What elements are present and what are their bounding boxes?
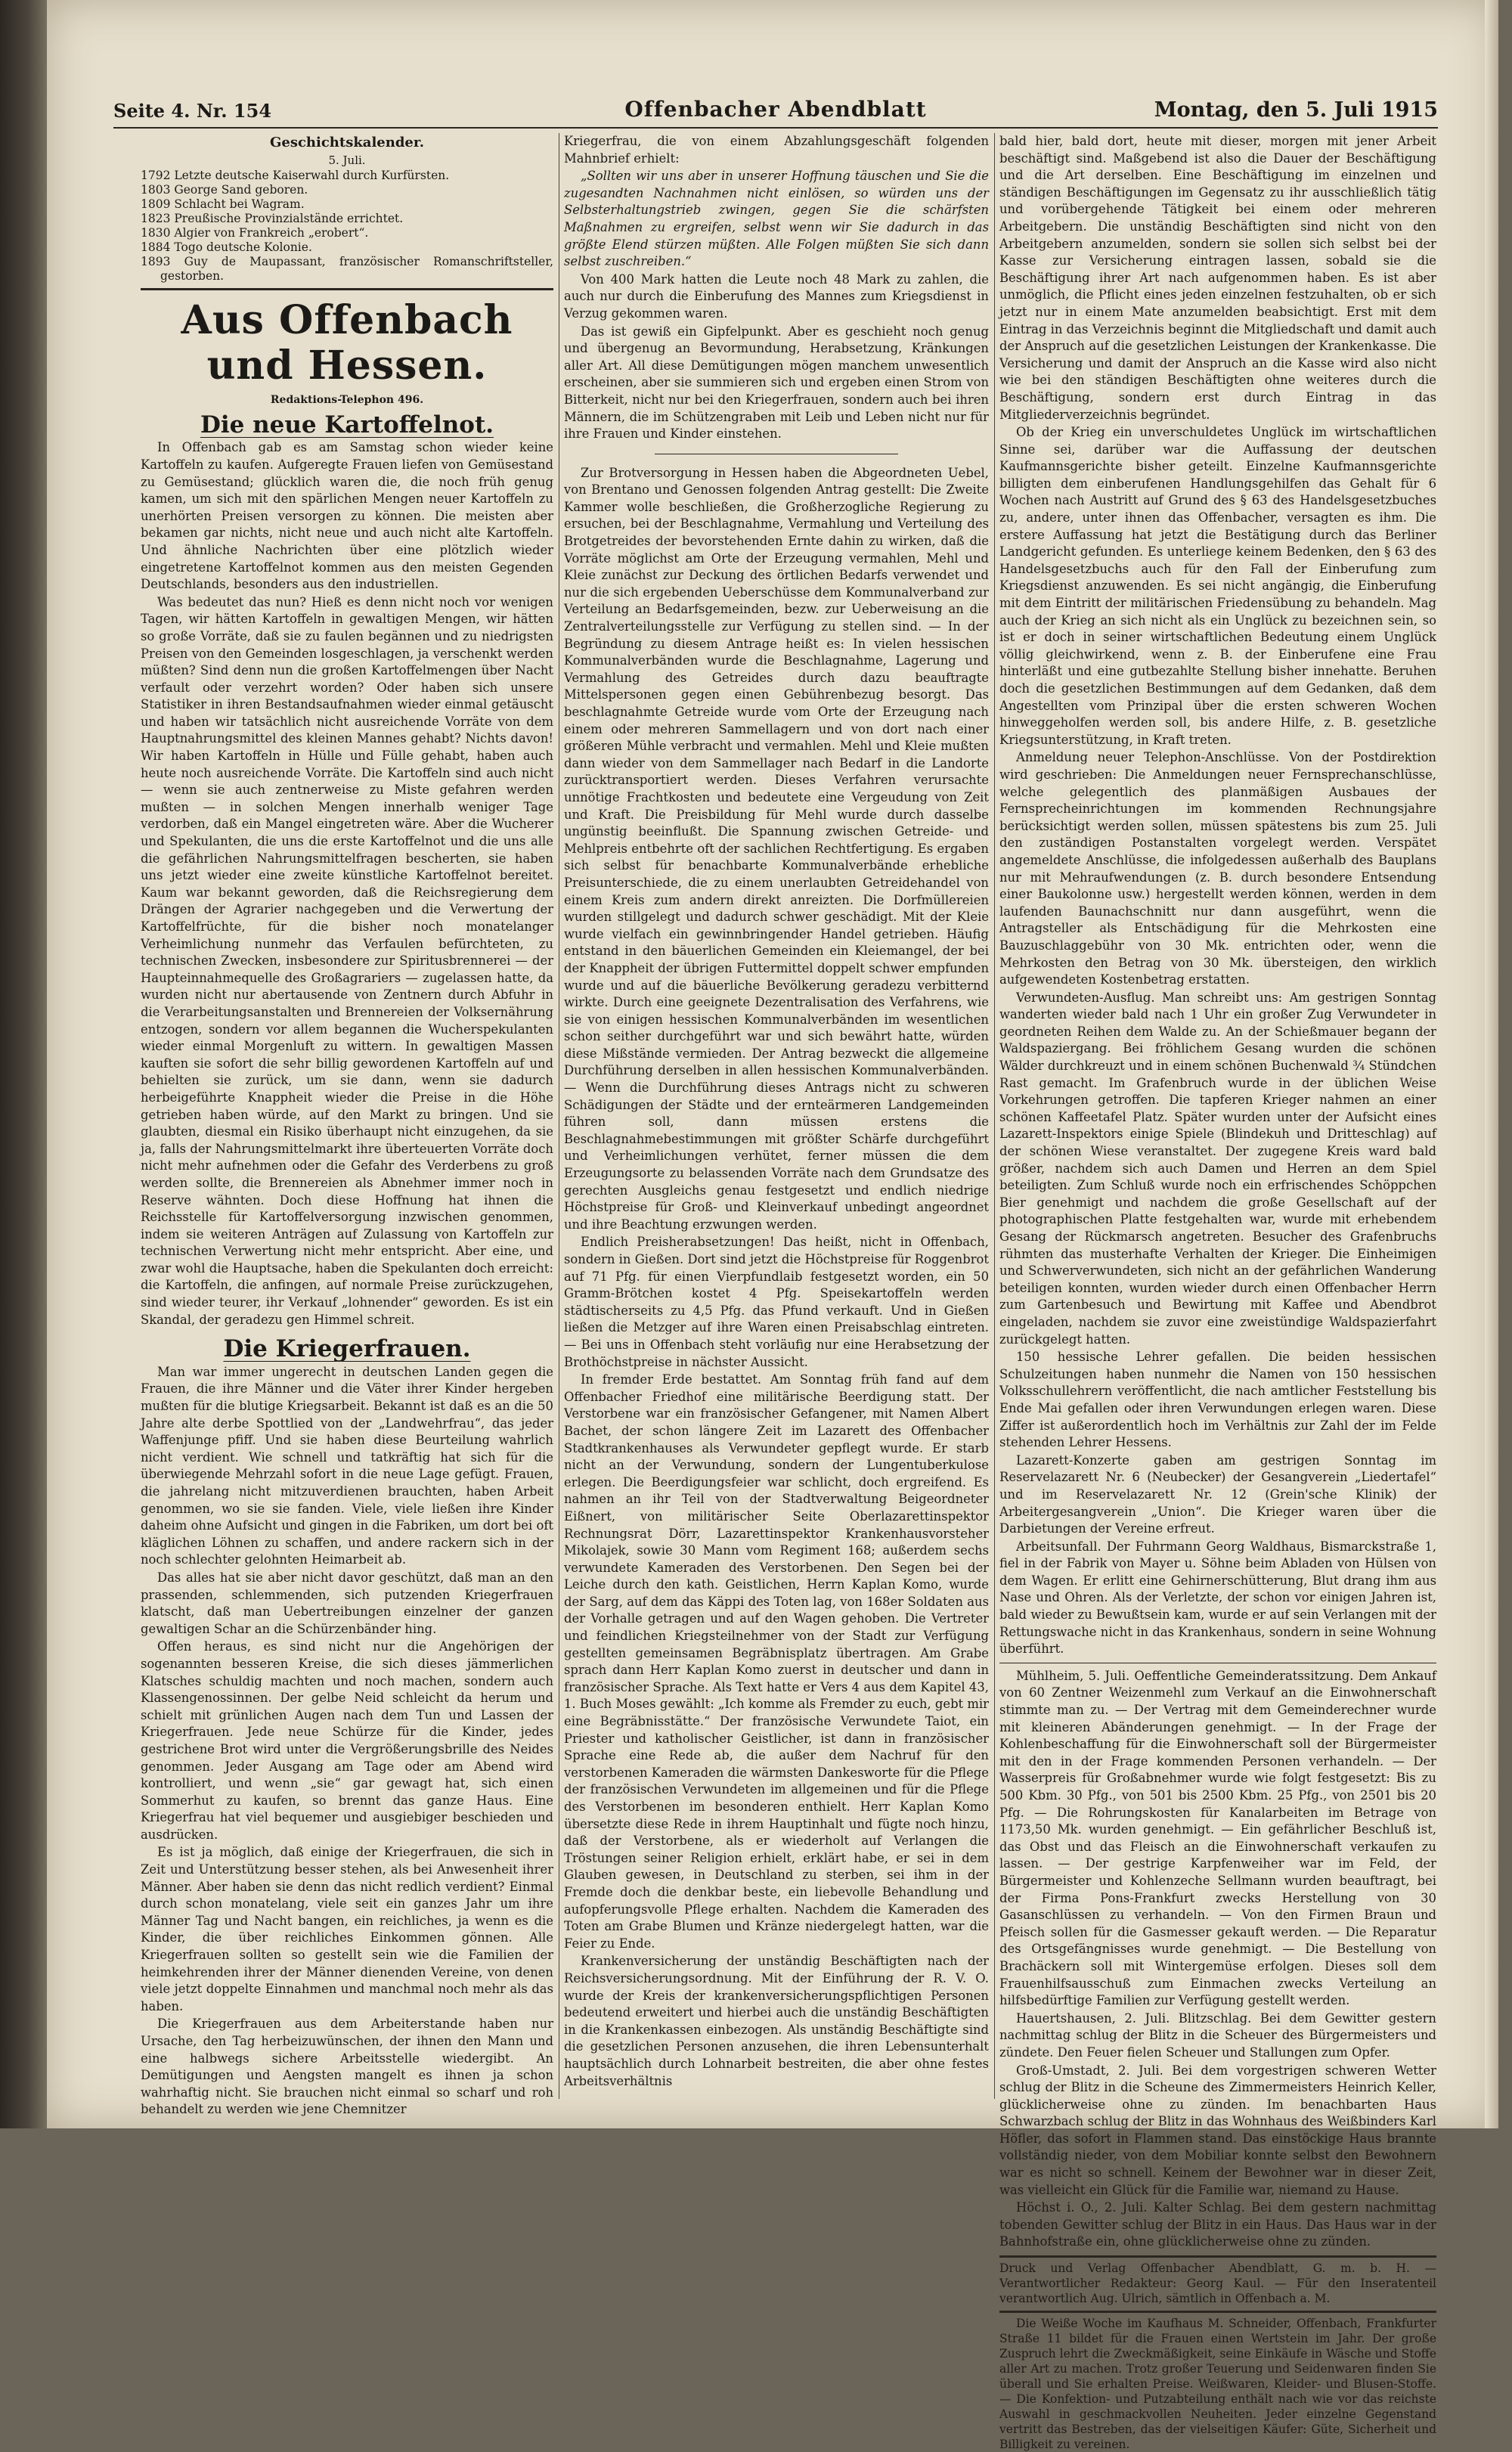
column-1: [141, 133, 553, 2117]
news-item: Anmeldung neuer Telephon-Anschlüsse. Von der Postdirektion wird geschrieben: Die Anmeldungen neuer Fernsprechanschlüsse, welche gelegentlich des planmäßigen Ausbaues der Fernsprecheinrichtungen im kommenden Rechnungsjahre berücksichtigt werden sollen, müssen spätestens bis zum 25. Juli den zuständigen Postanstalten vorgelegt werden. Verspätet angemeldete Anschlüsse, die infolgedessen außerhalb des Bauplans nur mit Mehraufwendungen (z. B. durch besondere Entsendung einer Baukolonne usw.) hergestellt werden können, werden in dem laufenden Baunachschnitt nur dann ausgeführt, wenn die Antragsteller als Entschädigung für die Mehrkosten eine Bauzuschlaggebühr von 30 Mk. entrichten oder, wenn die Mehrkosten den Betrag von 30 Mk. übersteigen, den wirklich aufgewendeten Kostenbetrag erstatten.: [999, 750, 1436, 987]
news-item: In fremder Erde bestattet. Am Sonntag früh fand auf dem Offenbacher Friedhof eine militärische Beerdigung statt. Der Verstorbene war ein französischer Gefangener, mit Namen Albert Bachet, der schon längere Zeit im Lazarett des Offenbacher Stadtkrankenhauses als Verwundeter gepflegt wurde. Er starb nicht an der Verwundung, sondern der Lungentuberkulose erlegen. Die Beerdigungsfeier war schlicht, doch ergreifend. Es nahmen an ihr Teil von der Stadtverwaltung Beigeordneter Eißnert, von militärischer Seite Oberlazarettinspektor Rechnungsrat Dörr, Lazarettinspektor Krankenhausvorsteher Mikolajek, sowie 30 Mann vom Regiment 168; außerdem sechs verwundete Kameraden des Verstorbenen. Den Segen bei der Leiche durch den kath. Geistlichen, Herrn Kaplan Komo, wurde der Sarg, auf dem das Käppi des Toten lag, von 168er Soldaten aus der Vorhalle getragen und auf den Wagen gehoben. Die Vertreter und feindlichen Kriegsteilnehmer von der Stadt zur Verfügung gestellten gemeinsamen Begräbnisplatz übertragen. Am Grabe sprach dann Herr Kaplan Komo zuerst in deutscher und dann in französischer Sprache. Als Text hatte er Vers 4 aus dem Kapitel 43, 1. Buch Moses gewählt: „Ich komme als Fremder zu euch, gebt mir eine Begräbnisstätte.“ Der französische Verwundete Taiot, ein Priester und katholischer Geistlicher, ist dann in französischer Sprache eine Rede ab, die außer dem Nachruf für den verstorbenen Kameraden die wärmsten Dankesworte für die Pflege der französischen Verwundeten im allgemeinen und für die Pflege des Verstorbenen im besonderen enthielt. Herr Kaplan Komo übersetzte diese Rede in ihrem Hauptinhalt und fügte noch hinzu, daß der Verstorbene, als er wiederholt auf Verlangen die Tröstungen seiner Religion erhielt, erklärt habe, er sei in dem Glauben gewesen, in Deutschland zu sterben, sei ihm in der Fremde doch die denkbar beste, ein liebevolle Behandlung und aufopferungsvolle Pflege erhalten. Nachdem die Kameraden des Toten am Grabe Blumen und Kränze niedergelegt hatten, war die Feier zu Ende.: [564, 1372, 989, 1951]
news-item: Endlich Preisherabsetzungen! Das heißt, nicht in Offenbach, sondern in Gießen. Dort sind jetzt die Höchstpreise für Roggenbrot auf 71 Pfg. für einen Vierpfundlaib festgesetzt worden, ein 50 Gramm-Brötchen kostet 4 Pfg. Speisekartoffeln werden städtischerseits zu 4,5 Pfg. das Pfund verkauft. Und in Gießen ließen die Metzger auf ihre Waren einen Preisabschlag eintreten. — Bei uns in Offenbach steht vorläufig nur eine Herabsetzung der Brothöchstpreise in nächster Aussicht.: [564, 1235, 989, 1369]
news-item: Verwundeten-Ausflug. Man schreibt uns: Am gestrigen Sonntag wanderten wieder bald nach 1 Uhr ein großer Zug Verwundeter in geordneten Reihen dem Walde zu. An der Schießmauer begann der Waldspaziergang. Bei fröhlichem Gesang wurden die schönen Wälder durchkreuzt und in einem schönen Buchenwald ¾ Stündchen Rast gemacht. Im Grafenbruch wurde in der üblichen Weise Vorkehrungen getroffen. Die tapferen Krieger nahmen an einer schönen Kaffeetafel Platz. Später wurden unter der Aufsicht eines Lazarett-Inspektors einige Spiele (Blindekuh und Dritteschlag) auf der schönen Wiese veranstaltet. Der zugegene Kreis ward bald größer, nachdem sich auch Damen und Herren an dem Spiel beteiligten. Zum Schluß wurde noch ein erfrischendes Schöppchen Bier genehmigt und nachdem die große Gesellschaft auf der photographischen Platte festgehalten war, wurde mit erhebendem Gesang der Rückmarsch angetreten. Besucher des Grafenbruchs rühmten das musterhafte Verhalten der Krieger. Die Einheimigen und Schwerverwundeten, sich nicht an der gefährlichen Wanderung beteiligen konnten, wurden wieder durch einen Offenbacher Herrn zum Gartenbesuch und Bewirtung mit Kaffee und Abendbrot eingeladen, nachdem sie zuvor eine zweistündige Waldspazierfahrt zurückgelegt hatten.: [999, 990, 1436, 1347]
article-paragraph: Kriegerfrau, die von einem Abzahlungsgeschäft folgenden Mahnbrief erhielt:: [564, 134, 989, 166]
local-news-item: Mühlheim, 5. Juli. Oeffentliche Gemeinderatssitzung. Dem Ankauf von 60 Zentner Weizenmehl zum Verkauf an die Einwohnerschaft stimmte man zu. — Der Vertrag mit dem Gemeinderechner wurde mit kleineren Abänderungen genehmigt. — In der Frage der Kohlenbeschaffung für die Einwohnerschaft soll der Bürgermeister mit den in der Frage kommenden Personen verhandeln. — Der Wasserpreis für Großabnehmer wurde wie folgt festgesetzt: Bis zu 500 Kbm. 30 Pfg., von 501 bis 2500 Kbm. 25 Pfg., von 2501 bis 20 Pfg. — Die Rohrungskosten für Kanalarbeiten im Betrage von 1173,50 Mk. wurden genehmigt. — Ein gefährlicher Beschluß ist, das Obst und das Fleisch an die Einwohnerschaft verkaufen zu lassen. — Der gestrige Karpfenweiher war im Feld, der Bürgermeister und Kohlenzeche Sellmann wurden beauftragt, bei der Firma Pons-Frankfurt zwecks Herstellung von 30 Gasanschlüssen zu verhandeln. — Von den Firmen Braun und Pfeisch sollen für die Gasmesser gekauft werden. — Die Reparatur des Ortsgefängnisses wurde genehmigt. — Die Bestellung von Brachäckern soll mit Wintergemüse erfolgen. Dieses soll dem Frauenhilfsausschuß zum Einmachen zwecks Verteilung an hilfsbedürftige Familien zur Verfügung gestellt werden.: [999, 1668, 1436, 2008]
news-item: Zur Brotversorgung in Hessen haben die Abgeordneten Uebel, von Brentano und Genossen folgenden Antrag gestellt: Die Zweite Kammer wolle beschließen, die Großherzogliche Regierung zu ersuchen, bei der Beschlagnahme, Vermahlung und Verteilung des Brotgetreides der bevorstehenden Ernte dahin zu wirken, daß die Vorräte möglichst am Orte der Erzeugung vermahlen, Mehl und Kleie zunächst zur Deckung des örtlichen Bedarfs verwendet und nur die sich ergebenden Ueberschüsse dem Kommunalverband zur Verteilung an Bedarfsgemeinden, bezw. zur Ueberweisung an die Zentralverteilungsstelle zur Verfügung zu stellen sind. — In der Begründung zu diesem Antrage heißt es: In vielen hessischen Kommunalverbänden wurde die Beschlagnahme, Lagerung und Vermahlung des Getreides durch dazu beauftragte Mittelspersonen gegen einen Gebührenbezug besorgt. Das beschlagnahmte Getreide wurde vom Orte der Erzeugung nach einem oder mehreren Sammellagern und von dort nach einer größeren Mühle verbracht und vermahlen. Mehl und Kleie mußten dann wieder von dem Sammellager nach Bedarf in die Landorte zurücktransportiert werden. Dieses Verfahren verursachte unnötige Frachtkosten und bedeutete eine Vergeudung von Zeit und Kraft. Die Preisbildung für Mehl wurde durch dasselbe ungünstig beeinflußt. Die Spannung zwischen Getreide- und Mehlpreis entbehrte oft der sachlichen Rechtfertigung. Es ergaben sich selbst für benachbarte Kommunalverbände erhebliche Preisunterschiede, die zu einem unerlaubten Getreidehandel von einem Kreis zum andern direkt anreizten. Die Dorfmüllereien wurden stillgelegt und dadurch schwer geschädigt. Mit der Kleie wurde vielfach ein gewinnbringender Handel getrieben. Häufig entstand in den bäuerlichen Gemeinden ein Kleiemangel, der bei der Knappheit der übrigen Futtermittel doppelt schwer empfunden wurde und auf die bäuerliche Bevölkerung geradezu verbitternd wirkte. Durch eine geeignete Dezentralisation des Verfahrens, wie sie von einigen hessischen Kommunalverbänden im wesentlichen schon seither durchgeführt war und sich bewährt hatte, würden diese Mißstände vermieden. Der Antrag bezweckt die allgemeine Durchführung derselben in allen hessischen Kommunalverbänden. — Wenn die Durchführung dieses Antrags nicht zu schweren Schädigungen der Städte und der ernteärmeren Landgemeinden führen soll, dann müssen erstens die Beschlagnahmebestimmungen mit größter Schärfe durchgeführt und Verheimlichungen verhütet, ferner müssen die dem Erzeugungsorte zu belassenden Vorräte nach dem Grundsatze des gerechten Ausgleichs genau festgesetzt und endlich niedrige Höchstpreise für Groß- und Kleinverkauf unbedingt angeordnet und ihre Beachtung erzwungen werden.: [564, 465, 989, 1232]
article-title: Die neue Kartoffelnot.: [200, 411, 494, 439]
column-2: [564, 133, 989, 2106]
news-item: bald hier, bald dort, heute mit dieser, morgen mit jener Arbeit beschäftigt sind. Maßgebend ist also die Dauer der Beschäftigung und die Art derselben. Eine Beschäftigung im einzelnen und ständigen Beschäftigungen im Gegensatz zu ihr ausschließlich tätig und vorübergehende Tätigkeit bei einem oder mehreren Arbeitgebern. Die unständig Beschäftigten sind nicht von den Arbeitgebern anzumelden, sondern sie sollen sich selbst bei der Kasse zur Versicherung eintragen lassen, sobald sie die Beschäftigung ihrer Art nach aufgenommen haben. Es ist aber unmöglich, die Pflicht eines jeden einzelnen festzuhalten, ob er sich jetzt nur in einem Mate anzumelden beabsichtigt. Erst mit dem Eintrag in das Verzeichnis beginnt die Mitgliedschaft und damit auch der Anspruch auf die gesetzlichen Leistungen der Krankenkasse. Die Versicherung und damit der Anspruch an die Kasse wird also nicht wie bei den ständigen Beschäftigten ohne weiteres durch die Beschäftigung, sondern erst durch Eintrag in das Mitgliederverzeichnis begründet.: [999, 134, 1436, 422]
article-paragraph: Was bedeutet das nun? Hieß es denn nicht noch vor wenigen Tagen, wir hätten Kartoffeln in gewaltigen Mengen, wir hätten so große Vorräte, daß sie zu faulen begännen und zu niedrigsten Preisen von den Gemeinden losgeschlagen, ja verschenkt werden müßten? Sind denn nun die großen Kartoffelmengen über Nacht verfault oder verzehrt worden? Oder haben sich unsere Statistiker in ihren Bestandsaufnahmen wieder einmal getäuscht und haben wir tatsächlich nicht ausreichende Vorräte von dem Hauptnahrungsmittel des kleinen Mannes gehabt? Nichts davon! Wir haben Kartoffeln in Hülle und Fülle gehabt, haben auch heute noch ausreichende Vorräte. Die Kartoffeln sind auch nicht — wenn sie auch zentnerweise zu Miste gefahren werden mußten — in solchen Mengen innerhalb weniger Tage verdorben, daß ein Mangel eingetreten wäre. Aber die Wucherer und Spekulanten, die uns die erste Kartoffelnot und die uns alle die gefährlichen Nahrungsmittelfragen bescherten, sie haben uns jetzt wieder eine zweite künstliche Kartoffelnot bereitet. Kaum war bekannt geworden, daß die Reichsregierung dem Drängen der Agrarier nachgegeben und die Verwertung der Kartoffelfrüchte, für die bisher noch monatelanger Verheimlichung nunmehr das Verfaulen befürchteten, zu technischen Zwecken, insbesondere zur Spiritusbrennerei — der Haupteinnahmequelle des Großagrariers — zugelassen hatte, da wurden nicht nur abertausende von Zentnern durch Abfuhr in die Verarbeitungsanstalten und Brennereien der Volksernährung entzogen, sondern vor allem begannen die Wucherspekulanten wieder einmal Morgenluft zu wittern. In gewaltigen Massen kauften sie sofort die sehr billig gewordenen Kartoffeln auf und behielten sie zurück, um sie dann, wenn sie dadurch herbeigeführte Knappheit wieder die Preise in die Höhe getrieben haben würde, auf den Markt zu bringen. Und sie glaubten, diesmal ein Risiko überhaupt nicht einzugehen, da sie ja, falls der Nahrungsmittelmarkt ihre überteuerten Vorräte doch nicht mehr aufnehmen oder die Gefahr des Verderbens zu groß werden sollte, die Brennereien als Abnehmer immer noch in Reserve wähnten. Doch diese Hoffnung hat ihnen die Reichsstelle für Kartoffelversorgung inzwischen genommen, indem sie weiteren Anträgen auf Zulassung von Kartoffeln zur technischen Verwertung nicht mehr entspricht. Aber eine, und zwar wohl die Hauptsache, haben die Spekulanten doch erreicht: die Kartoffeln, die anfingen, auf normale Preise zurückzugehen, sind wieder teurer, ihr Verkauf „lohnender“ geworden. Es ist ein Skandal, der geradezu gen Himmel schreit.: [141, 594, 553, 1327]
article-paragraph: Offen heraus, es sind nicht nur die Angehörigen der sogenannten besseren Kreise, die sich dieses jämmerlichen Klatsches schuldig machten und noch machen, sondern auch Klassengenossinnen. Der gelbe Neid schleicht da herum und schielt mit grünlichen Augen nach dem Tun und Lassen der Kriegerfrauen. Jede neue Schürze für die Kinder, jedes gestrichene Brot wird unter die Vergrößerungsbrille des Neides genommen. Jeder Ausgang am Tage oder am Abend wird kontrolliert, und wenn „sie“ gar gewagt hat, sich einen Sommerhut zu kaufen, so brennt das ganze Haus. Eine Kriegerfrau hat viel bequemer und ausgiebiger beschieden und ausdrücken.: [141, 1639, 553, 1842]
local-news-item: Höchst i. O., 2. Juli. Kalter Schlag. Bei dem gestern nachmittag tobenden Gewitter schlug der Blitz in ein Haus. Das Haus war in der Bahnhofstraße ein, ohne glücklicherweise ohne zu zünden.: [999, 2200, 1436, 2249]
masthead: Offenbacher Abendblatt: [624, 97, 927, 122]
book-binding: [0, 0, 47, 2128]
article-paragraph: Von 400 Mark hatten die Leute noch 48 Mark zu zahlen, die auch nur durch die Einberufung des Mannes zum Kriegsdienst in Verzug gekommen waren.: [564, 271, 989, 321]
calendar-entry: 1884 Togo deutsche Kolonie.: [141, 240, 312, 255]
imprint: Druck und Verlag Offenbacher Abendblatt, G. m. b. H. — Verantwortlicher Redakteur: Georg Kaul. — Für den Inseratenteil verantwortlich Aug. Ulrich, sämtlich in Offenbach a. M.: [999, 2261, 1436, 2306]
divider: [141, 288, 553, 290]
news-item: Lazarett-Konzerte gaben am gestrigen Sonntag im Reservelazarett Nr. 6 (Neubecker) der Gesangverein „Liedertafel“ und im Reservelazarett Nr. 12 (Grein'sche Klinik) der Arbeitergesangverein „Union“. Die Krieger waren über die Darbietungen der Vereine erfreut.: [999, 1452, 1436, 1536]
calendar-entry: 1893 Guy de Maupassant, französischer Romanschriftsteller, gestorben.: [141, 255, 553, 284]
calendar-list: [141, 169, 553, 284]
article-paragraph: Man war immer ungerecht in deutschen Landen gegen die Frauen, die ihre Männer und die Väter ihrer Kinder hergeben mußten für die blutige Kriegsarbeit. Bekannt ist daß es an die 50 Jahre alte derbe Spottlied von der „Landwehrfrau“, das jeder Waffenjunge pfiff. Und sie haben diese Beurteilung wahrlich nicht verdient. Wie schnell und tatkräftig hat sich für die überwiegende Mehrzahl sofort in die neue Lage gefügt. Frauen, die jahrelang nicht mitzuverdienen brauchten, haben Arbeit genommen, wo sie sie fanden. Viele, viele ließen ihre Kinder daheim ohne Aufsicht und gingen in die Fabriken, um dort bei oft kläglichen Löhnen zu schaffen, und andere rackern sich in der noch schlechter gelohnten Heimarbeit ab.: [141, 1364, 553, 1567]
issue-date: Montag, den 5. Juli 1915: [1154, 98, 1438, 122]
article-paragraph: In Offenbach gab es am Samstag schon wieder keine Kartoffeln zu kaufen. Aufgeregte Frauen liefen von Gemüsestand zu Gemüsestand; glücklich waren die, die noch früh genug kamen, um sich mit den spärlichen Mengen neuer Kartoffeln zu unerhörten Preisen versorgen zu können. Die meisten aber bekamen gar nichts, nicht neue und auch nicht alte Kartoffeln. Und ähnliche Nachrichten über eine plötzlich wieder eingetretene Kartoffelnot kommen aus den meisten Gegenden Deutschlands, besonders aus den industriellen.: [141, 440, 553, 592]
calendar-entry: 1823 Preußische Provinzialstände errichtet.: [141, 212, 404, 226]
divider: [999, 2311, 1436, 2313]
editorial-telephone: Redaktions-Telephon 496.: [270, 394, 424, 407]
article-paragraph: Das ist gewiß ein Gipfelpunkt. Aber es geschieht noch genug und übergenug an Bevormundung, Herabsetzung, Kränkungen aller Art. All diese Demütigungen mögen manchem unwesentlich erscheinen, aber sie summieren sich und ergeben einen Strom von Bitterkeit, nicht nur bei den Kriegerfrauen, sondern auch bei ihren Männern, die im Schützengraben mit Leib und Leben nicht nur für ihre Frauen und Kinder einstehen.: [564, 324, 989, 442]
page-header: [113, 97, 1438, 129]
calendar-title: Geschichtskalender.: [270, 135, 424, 150]
page-number: Seite 4. Nr. 154: [113, 100, 272, 122]
section-title: Aus Offenbach und Hessen.: [181, 297, 513, 389]
divider: [999, 2255, 1436, 2258]
column-rule-2: [994, 133, 995, 2099]
article-title: Die Kriegerfrauen.: [223, 1335, 471, 1363]
quoted-letter: „Sollten wir uns aber in unserer Hoffnung täuschen und Sie die zugesandten Nachnahmen nicht einlösen, so würden uns der Selbsterhaltungstrieb zwingen, gegen Sie die schärfsten Maßnahmen zu ergreifen, selbst wenn wir Sie dadurch in das größte Elend stürzen müßten. Alle Folgen müßten Sie sich dann selbst zuschreiben.“: [564, 169, 989, 269]
news-item: Krankenversicherung der unständig Beschäftigten nach der Reichsversicherungsordnung. Mit der Einführung der R. V. O. wurde der Kreis der krankenversicherungspflichtigen Personen bedeutend erweitert und hierbei auch die unständig Beschäftigten in die Krankenkassen einbezogen. Als unständig Beschäftigte sind die gesetzlichen Personen anzusehen, die ihren Lebensunterhalt hauptsächlich durch Lohnarbeit bestreiten, die aber ohne festes Arbeitsverhältnis: [564, 1954, 989, 2088]
local-news-item: Hauertshausen, 2. Juli. Blitzschlag. Bei dem Gewitter gestern nachmittag schlug der Blitz in die Scheuer des Bürgermeisters und zündete. Den Feuer fielen Scheuer und Stallungen zum Opfer.: [999, 2010, 1436, 2060]
news-item: Arbeitsunfall. Der Fuhrmann Georg Waldhaus, Bismarckstraße 1, fiel in der Fabrik von Mayer u. Söhne beim Abladen von Hülsen von dem Wagen. Er erlitt eine Gehirnerschütterung, Blut drang ihm aus Nase und Ohren. Als der Verletzte, der schon vor einigen Jahren ist, bald wieder zu Bewußtsein kam, wurde er auf sein Verlangen mit der Rettungswache nicht in das Krankenhaus, sondern in seine Wohnung überführt.: [999, 1539, 1436, 1657]
article-paragraph: Es ist ja möglich, daß einige der Kriegerfrauen, die sich in Zeit und Unterstützung besser stehen, als bei Anwesenheit ihrer Männer. Aber haben sie denn das nicht redlich verdient? Einmal durch schon monatelang, viele seit ein ganzes Jahr um ihre Männer Tag und Nacht bangen, ein reichliches, ja wenn es die Kinder, die über reichliches Einkommen gönnen. Alle Kriegerfrauen sollten so gestellt sein wie die Familien der heimkehrenden ihrer der Männer dienenden Vereine, von denen viele jetzt doppelte Einnahmen und manchmal noch mehr als das haben.: [141, 1845, 553, 2013]
news-item: 150 hessische Lehrer gefallen. Die beiden hessischen Schulzeitungen haben nunmehr die Namen von 150 hessischen Volksschullehrern veröffentlicht, die nach amtlicher Feststellung bis Ende Mai gefallen oder ihren Verwundungen erlegen waren. Diese Ziffer ist außerordentlich hoch im Verhältnis zur Zahl der im Felde stehenden Lehrer Hessens.: [999, 1350, 1436, 1450]
advertisement: Die Weiße Woche im Kaufhaus M. Schneider, Offenbach, Frankfurter Straße 11 bildet für die Frauen einen Wertstein im Jahr. Der große Zuspruch lehrt die Zweckmäßigkeit, seine Einkäufe in Wäsche und Stoffe aller Art zu machen. Trotz großer Teuerung und Seidenwaren finden Sie überall und Sie erhalten Preise. Weißwaren, Kleider- und Blusen-Stoffe. — Die Konfektion- und Putzabteilung enthält nach wie vor das reichste Auswahl in geschmackvollen Neuheiten. Jeder einzelne Gegenstand vertritt das Bestreben, das der vielseitigen Käufer: Güte, Sicherheit und Billigkeit zu vereinen.: [999, 2317, 1436, 2452]
calendar-date: 5. Juli.: [328, 153, 366, 167]
article-paragraph: Die Kriegerfrauen aus dem Arbeiterstande haben nur Ursache, den Tag herbeizuwünschen, der ihnen den Mann und eine halbwegs sichere Arbeitsstelle wiedergibt. An Demütigungen und Aengsten mangelt es ihnen ja schon wahrhaftig nicht. Sie brauchen nicht einmal so scharf und roh behandelt zu werden wie jene Chemnitzer: [141, 2016, 553, 2117]
calendar-entry: 1830 Algier von Frankreich „erobert“.: [141, 226, 369, 240]
calendar-entry: 1792 Letzte deutsche Kaiserwahl durch Kurfürsten.: [141, 169, 450, 183]
page-edge: [1485, 0, 1498, 2128]
calendar-entry: 1803 George Sand geboren.: [141, 183, 308, 197]
calendar-entry: 1809 Schlacht bei Wagram.: [141, 197, 305, 212]
column-3: [999, 133, 1436, 2452]
local-news-item: Groß-Umstadt, 2. Juli. Bei dem vorgestrigen schweren Wetter schlug der Blitz in die Scheune des Zimmermeisters Heinrich Keller, glücklicherweise ohne zu zünden. Im benachbarten Haus Schwarzbach schlug der Blitz in das Wohnhaus des Weißbinders Karl Höfler, das sofort in Flammen stand. Das einstöckige Haus brannte vollständig nieder, von dem Mobiliar konnte selbst den Bewohnern war es nicht so schnell. Keinem der Bewohner war in dieser Zeit, was vielleicht ein Glück für die Familie war, niemand zu Hause.: [999, 2063, 1436, 2197]
article-paragraph: Das alles hat sie aber nicht davor geschützt, daß man an den prassenden, schlemmenden, sich putzenden Kriegerfrauen klatscht, daß man Uebertreibungen einzelner der ganzen gewaltigen Schar an die Schürzenbänder hing.: [141, 1570, 553, 1636]
news-item: Ob der Krieg ein unverschuldetes Unglück im wirtschaftlichen Sinne sei, darüber war die Auffassung der deutschen Kaufmannsgerichte bisher geteilt. Einzelne Kaufmannsgerichte billigten dem einberufenen Handlungsgehilfen das Gehalt für 6 Wochen nach Austritt auf Grund des § 63 des Handelsgesetzbuches zu, andere, unter ihnen das Offenbacher, versagten es ihm. Die erstere Auffassung hat jetzt die Bestätigung durch das Berliner Landgericht gefunden. Es unterliege keinem Bedenken, den § 63 des Handelsgesetzbuchs auch für den Fall der Einberufung zum Kriegsdienst anzuwenden. Es sei nicht angängig, die Einberufung mit dem Eintritt der militärischen Friedensübung zu behandeln. Mag auch der Krieg an sich nicht als ein Unglück zu bezeichnen sein, so ist er doch in seiner wirtschaftlichen Bedeutung einem Unglück völlig gleichwirkend, wenn z. B. der Einberufene eine Frau hinterläßt und eine gutbezahlte Stellung bisher innehatte. Beruhen doch die gesetzlichen Bestimmungen auf dem Gedanken, daß dem Angestellten vom Prinzipal über die ersten schweren Wochen hinweggeholfen werden soll, bis andere Hilfe, z. B. gesetzliche Kriegsunterstützung, in Kraft treten.: [999, 425, 1436, 747]
